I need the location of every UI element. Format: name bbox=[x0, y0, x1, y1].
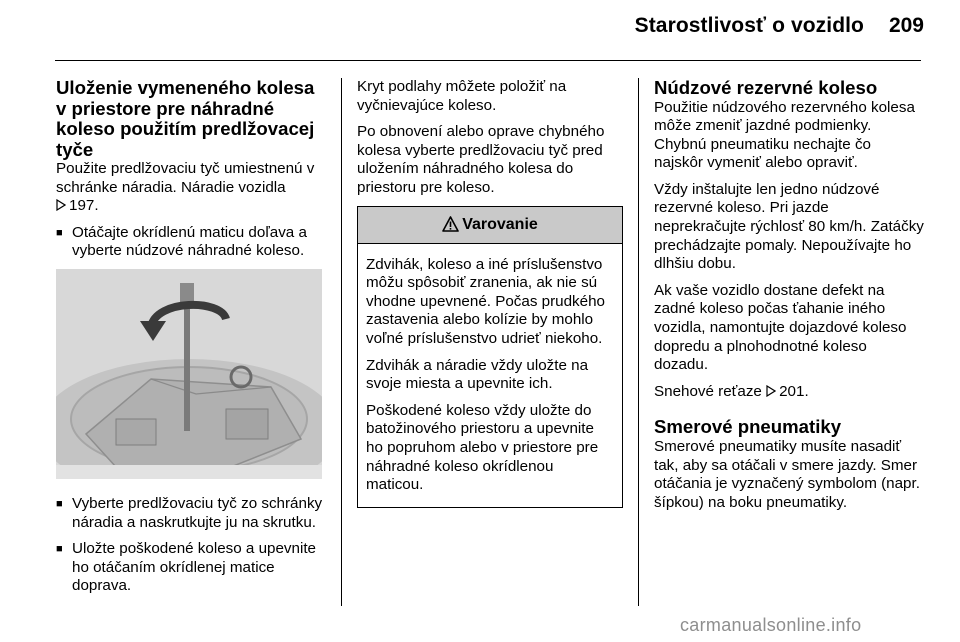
list-item: ■ Otáčajte okrídlenú maticu doľava a vyberte núdzové náhradné koleso. bbox=[56, 224, 326, 261]
warning-header bbox=[358, 207, 622, 244]
paragraph bbox=[654, 383, 924, 402]
list-item: ■ Vyberte predlžovaciu tyč zo schránky náradia a naskrutkujte ju na skrutku. bbox=[56, 495, 326, 532]
paragraph: Zdvihák, koleso a iné príslušenstvo môžu spôsobiť zranenia, ak nie sú vhodne upevnené. Počas prudkého zastavenia alebo kolízie by mohlo voľné príslušenstvo udrieť niekoho. bbox=[366, 255, 605, 347]
column-3 bbox=[654, 78, 924, 520]
paragraph bbox=[56, 160, 326, 216]
wheel-storage-photo bbox=[56, 269, 322, 479]
snow-chains-text: Snehové reťaze bbox=[654, 382, 762, 400]
paragraph: Poškodené koleso vždy uložte do batožinového priestoru a upevnite ho popruhom alebo v priestore pre náhradné koleso okrídlenou maticou. bbox=[366, 401, 599, 494]
column-divider-1 bbox=[341, 78, 342, 606]
warning-title: Varovanie bbox=[462, 215, 538, 233]
section-heading-spare-wheel-storage: Uloženie vymeneného kolesa v priestore pre náhradné koleso použitím predlžovacej tyče bbox=[56, 77, 315, 160]
list-item: ■ Uložte poškodené koleso a upevnite ho otáčaním okrídlenej matice doprava. bbox=[56, 540, 326, 596]
paragraph: Ak vaše vozidlo dostane defekt na zadné koleso počas ťahanie iného vozidla, namontujte dojazdové koleso dopredu a plnohodnotné koleso dozadu. bbox=[654, 281, 907, 374]
page-reference[interactable]: 201. bbox=[766, 383, 809, 400]
column-1 bbox=[56, 78, 326, 604]
warning-triangle-icon bbox=[442, 216, 459, 232]
page-reference[interactable]: 197. bbox=[56, 197, 99, 214]
warning-box bbox=[357, 206, 623, 508]
paragraph: Kryt podlahy môžete položiť na vyčnievajúce koleso. bbox=[357, 78, 567, 114]
paragraph: Smerové pneumatiky musíte nasadiť tak, aby sa otáčali v smere jazdy. Smer otáčania je vyznačený symbolom (napr. šípkou) na boku pneumatiky. bbox=[654, 437, 920, 511]
paragraph: Zdvihák a náradie vždy uložte na svoje miesta a upevnite ich. bbox=[366, 356, 589, 393]
page-number: 209 bbox=[888, 14, 924, 37]
instruction-list bbox=[56, 495, 326, 596]
section-heading-emergency-spare: Núdzové rezervné koleso bbox=[654, 77, 878, 98]
instruction-list bbox=[56, 224, 326, 261]
watermark: carmanualsonline.info bbox=[680, 615, 862, 635]
header-rule bbox=[55, 60, 921, 61]
paragraph: Použitie núdzového rezervného kolesa môže zmeniť jazdné podmienky. Chybnú pneumatiku nechajte čo najskôr vymeniť alebo opraviť. bbox=[654, 98, 915, 172]
column-divider-2 bbox=[638, 78, 639, 606]
warning-body bbox=[358, 244, 622, 507]
running-title: Starostlivosť o vozidlo bbox=[634, 14, 864, 37]
paragraph: Vždy inštalujte len jedno núdzové rezervné koleso. Pri jazde neprekračujte rýchlosť 80 km/h. Zatáčky prechádzajte pomaly. Nepoužívajte ho dlhšiu dobu. bbox=[654, 180, 924, 273]
reference-arrow-icon bbox=[56, 199, 66, 211]
column-2 bbox=[357, 78, 623, 508]
reference-arrow-icon bbox=[766, 385, 776, 397]
paragraph: Po obnovení alebo oprave chybného kolesa vyberte predlžovaciu tyč pred uložením náhradného kolesa do priestoru pre koleso. bbox=[357, 123, 605, 196]
intro-text: Použite predlžovaciu tyč umiestnenú v schránke náradia. Náradie vozidla bbox=[56, 160, 315, 196]
section-heading-directional-tyres: Smerové pneumatiky bbox=[654, 416, 842, 438]
